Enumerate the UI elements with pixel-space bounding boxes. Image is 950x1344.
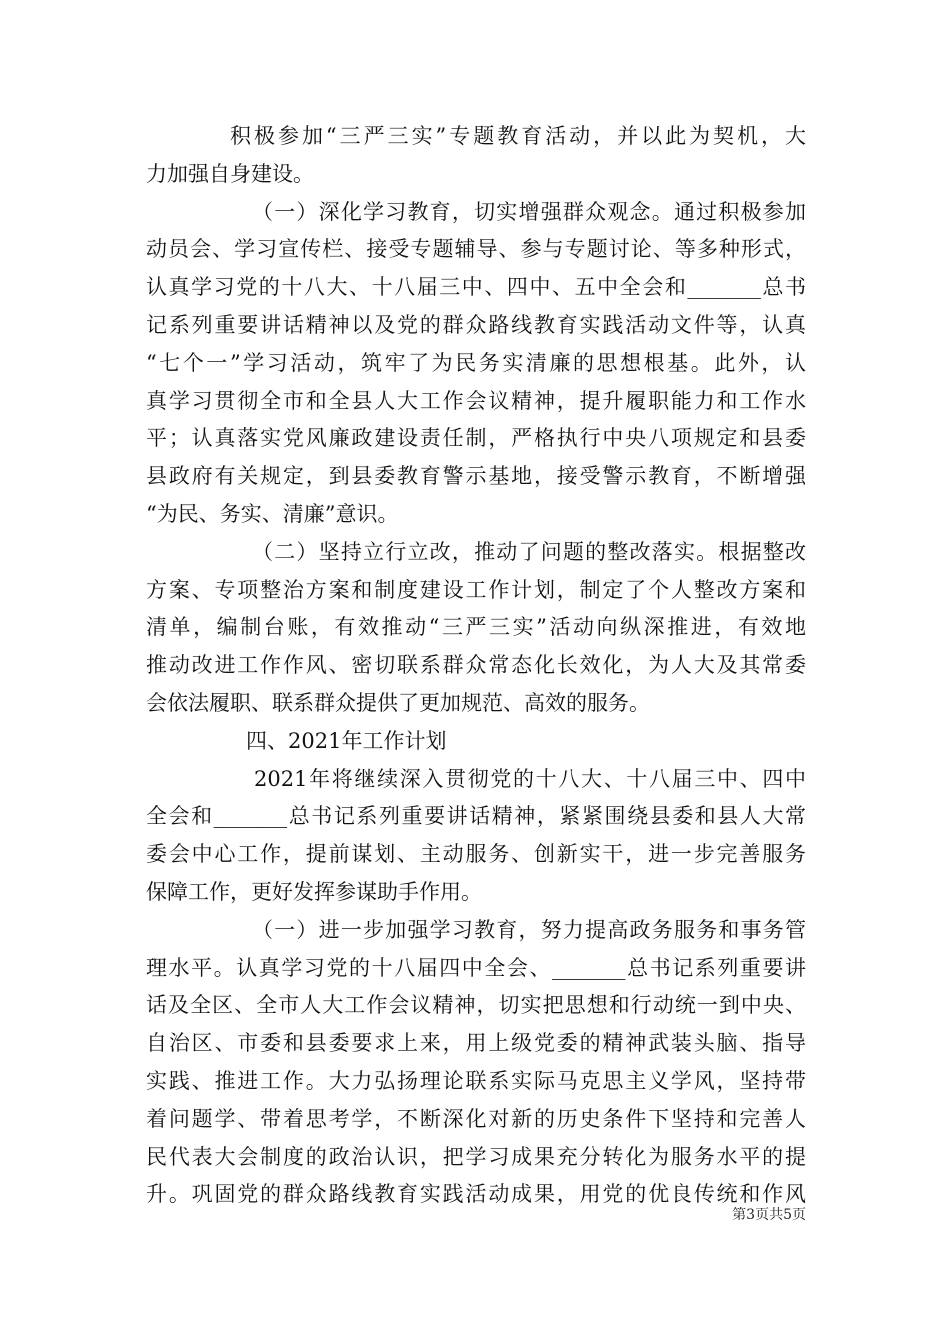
text-line: 认真学习党的十八大、十八届三中、四中、五中全会和_______总书 bbox=[146, 275, 806, 300]
text-line: 清单，编制台账，有效推动“三严三实”活动向纵深推进，有效地 bbox=[146, 615, 806, 640]
text-line: 2021年将继续深入贯彻党的十八大、十八届三中、四中 bbox=[254, 766, 806, 791]
text-line: 自治区、市委和县委要求上来，用上级党委的精神武装头脑、指导 bbox=[146, 1031, 806, 1056]
text-line: 话及全区、全市人大工作会议精神，切实把思想和行动统一到中央、 bbox=[146, 993, 806, 1018]
text-line: 理水平。认真学习党的十八届四中全会、_______总书记系列重要讲 bbox=[146, 955, 806, 980]
text-line: 动员会、学习宣传栏、接受专题辅导、参与专题讨论、等多种形式， bbox=[146, 237, 806, 262]
text-line: 记系列重要讲话精神以及党的群众路线教育实践活动文件等，认真 bbox=[146, 312, 806, 337]
text-line: 方案、专项整治方案和制度建设工作计划，制定了个人整改方案和 bbox=[146, 577, 806, 602]
text-line: 会依法履职、联系群众提供了更加规范、高效的服务。 bbox=[146, 690, 650, 715]
text-line: 积极参加“三严三实”专题教育活动，并以此为契机，大 bbox=[230, 124, 806, 148]
text-line: 实践、推进工作。大力弘扬理论联系实际马克思主义学风，坚持带 bbox=[146, 1068, 806, 1093]
text-line: （一）深化学习教育，切实增强群众观念。通过积极参加 bbox=[252, 199, 806, 224]
text-line: 着问题学、带着思考学，不断深化对新的历史条件下坚持和完善人 bbox=[146, 1106, 806, 1131]
text-line: “为民、务实、清廉”意识。 bbox=[146, 501, 399, 526]
document-body bbox=[146, 118, 806, 1214]
text-line: 保障工作，更好发挥参谋助手作用。 bbox=[146, 879, 482, 904]
section-heading: 四、2021年工作计划 bbox=[246, 728, 447, 753]
text-line: 推动改进工作作风、密切联系群众常态化长效化，为人大及其常委 bbox=[146, 653, 806, 678]
text-line: 民代表大会制度的政治认识，把学习成果充分转化为服务水平的提 bbox=[146, 1144, 806, 1169]
text-line: 委会中心工作，提前谋划、主动服务、创新实干，进一步完善服务 bbox=[146, 842, 806, 867]
text-line: （一）进一步加强学习教育，努力提高政务服务和事务管 bbox=[252, 917, 806, 942]
text-line: “七个一”学习活动，筑牢了为民务实清廉的思想根基。此外，认 bbox=[146, 350, 806, 375]
text-line: （二）坚持立行立改，推动了问题的整改落实。根据整改 bbox=[252, 539, 806, 564]
text-line: 全会和_______总书记系列重要讲话精神，紧紧围绕县委和县人大常 bbox=[146, 804, 806, 829]
text-line: 县政府有关规定，到县委教育警示基地，接受警示教育，不断增强 bbox=[146, 464, 806, 489]
page-number: 第3页共5页 bbox=[732, 1207, 806, 1223]
text-line: 真学习贯彻全市和全县人大工作会议精神，提升履职能力和工作水 bbox=[146, 388, 806, 413]
text-line: 力加强自身建设。 bbox=[146, 161, 314, 186]
text-line: 升。巩固党的群众路线教育实践活动成果，用党的优良传统和作风 bbox=[146, 1182, 806, 1207]
text-line: 平；认真落实党风廉政建设责任制，严格执行中央八项规定和县委 bbox=[146, 426, 806, 451]
